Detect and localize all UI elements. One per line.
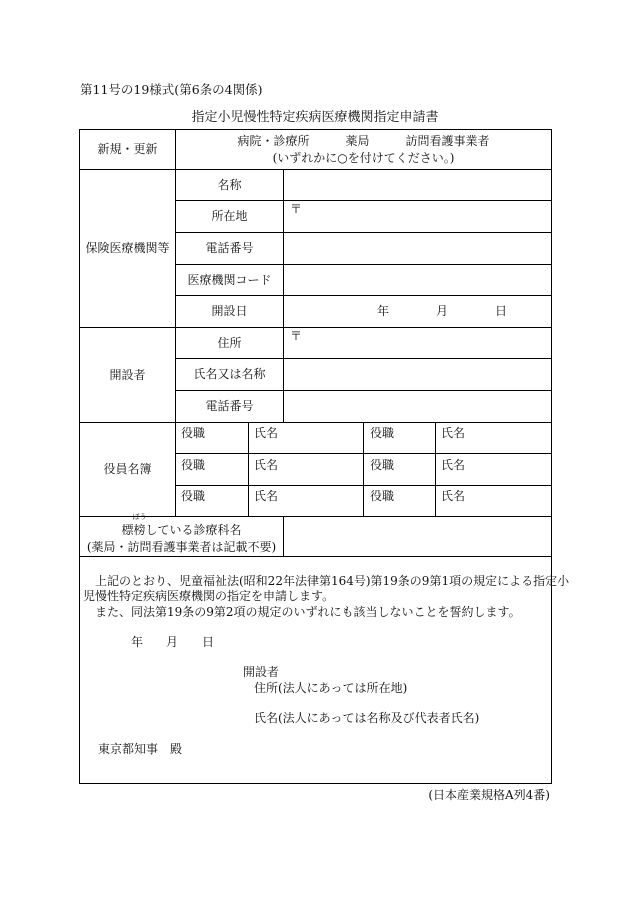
declaration-line-2: 児慢性特定疾病医療機関の指定を申請します。 (83, 589, 335, 603)
table-border-bottom (79, 783, 552, 784)
officer-name-label: 氏名 (441, 426, 466, 440)
page-title: 指定小児慢性特定疾病医療機関指定申請書 (191, 110, 439, 125)
opening-date-field[interactable] (284, 296, 551, 327)
officer-position-label: 役職 (181, 426, 206, 440)
institution-phone-field[interactable] (284, 233, 551, 264)
form-number: 第11号の19様式(第6条の4関係) (80, 82, 263, 97)
institution-code-field[interactable] (284, 265, 551, 295)
officer-name-label: 氏名 (254, 426, 279, 440)
departments-field[interactable] (284, 517, 551, 556)
applicant-name: 氏名(法人にあっては名称及び代表者氏名) (254, 711, 480, 725)
departments-note: (薬局・訪問看護事業者は記載不要) (86, 539, 277, 554)
founder-address-field[interactable] (284, 328, 551, 358)
institution-group-label: 保険医療機関等 (85, 241, 170, 256)
furigana: ぼう (132, 513, 147, 522)
paper-size-note: (日本産業規格A列4番) (428, 788, 550, 802)
officer-name-label: 氏名 (254, 489, 279, 503)
table-border-right (551, 129, 552, 784)
officer-name-label: 氏名 (441, 489, 466, 503)
institution-name-field[interactable] (284, 170, 551, 200)
founder-phone-field[interactable] (284, 391, 551, 422)
opening-date-day: 日 (495, 304, 508, 318)
postal-mark: 〒 (290, 202, 303, 216)
departments-label-cell (80, 513, 283, 556)
date-month: 月 (166, 635, 179, 649)
institution-code-label: 医療機関コード (187, 272, 272, 287)
declaration-line-3: また、同法第19条の9第2項の規定のいずれにも該当しないことを誓約します。 (95, 605, 521, 619)
institution-address-label: 所在地 (211, 209, 248, 224)
applicant-label: 開設者 (243, 665, 280, 679)
facility-type-instruction: (いずれかに○を付けてください。) (272, 150, 455, 165)
applicant-address: 住所(法人にあっては所在地) (254, 681, 408, 695)
officer-position-label: 役職 (370, 458, 395, 472)
institution-name-label: 名称 (217, 177, 242, 192)
application-type-label: 新規・更新 (97, 142, 158, 157)
opening-date-year: 年 (377, 304, 390, 318)
postal-mark: 〒 (290, 329, 303, 343)
officer-name-label: 氏名 (441, 458, 466, 472)
declaration-line-1: 上記のとおり、児童福祉法(昭和22年法律第164号)第19条の9第1項の規定による指定小 (95, 574, 570, 588)
officers-group-label: 役員名簿 (103, 462, 152, 477)
founder-group-label: 開設者 (109, 367, 146, 382)
column-divider (435, 422, 436, 517)
row-divider (79, 556, 552, 557)
date-year: 年 (131, 635, 144, 649)
institution-address-field[interactable] (284, 201, 551, 232)
opening-date-label: 開設日 (211, 304, 248, 319)
officer-position-label: 役職 (370, 489, 395, 503)
facility-type-selector[interactable] (176, 130, 551, 169)
founder-name-label: 氏名又は名称 (193, 367, 266, 382)
officer-position-label: 役職 (370, 426, 395, 440)
institution-phone-label: 電話番号 (205, 241, 254, 256)
founder-phone-label: 電話番号 (205, 399, 254, 414)
founder-name-field[interactable] (284, 359, 551, 390)
founder-address-label: 住所 (217, 335, 242, 350)
officer-name-label: 氏名 (254, 458, 279, 472)
officer-position-label: 役職 (181, 458, 206, 472)
opening-date-month: 月 (436, 304, 449, 318)
facility-type-options[interactable]: 病院・診療所 薬局 訪問看護事業者 (237, 134, 490, 149)
addressee: 東京都知事 殿 (98, 742, 183, 756)
date-day: 日 (202, 635, 215, 649)
column-divider (363, 422, 364, 517)
column-divider (248, 422, 249, 517)
departments-label: 標榜 ぼう している診療科名 (121, 513, 242, 538)
officer-position-label: 役職 (181, 489, 206, 503)
